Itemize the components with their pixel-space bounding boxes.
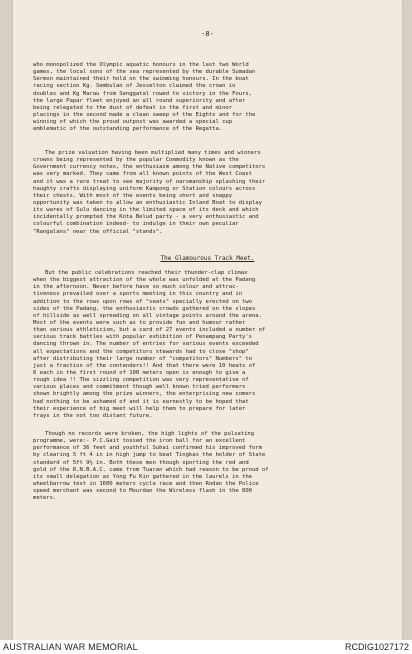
text-line: winning of which the proud outpost was awarded a special cup <box>33 119 233 126</box>
text-line: incidentally prompted the Kota Belud party - a very enthusiastic and <box>33 214 259 221</box>
text-line: their experience of big meet will help them to prepare for later <box>33 405 246 412</box>
text-line: the large Papar fleet enjoyed an all round superiority and after <box>33 97 246 104</box>
text-line: shown brightly among the prize winners, the enterprising new comers <box>33 391 256 398</box>
text-line: emblematic of the outstanding performance of the Regatta. <box>33 126 223 133</box>
text-line: placings in the second made a clean sweep of the Eights and for the <box>33 111 256 118</box>
text-line: had nothing to be ashamed of and it is earnestly to be hoped that <box>33 398 249 405</box>
text-line: than serious athleticism, but a card of 27 events included a number of <box>33 327 266 334</box>
text-line: speed merchant was second to Mourdan the Wireless flash in the 800 <box>33 488 252 495</box>
text-line: dancing thrown in. The number of entries for various events exceeded <box>33 341 259 348</box>
text-line: wheelbarrow test in 1600 meters cycle race and then Rodan the Police <box>33 480 259 487</box>
text-line: all expectations and the competitors stewards had to close "shop" <box>33 348 249 355</box>
text-line: crowns being represented by the popular Commodity known as the <box>33 157 239 164</box>
text-line: But the public celebrations reached their thunder-clap climax <box>45 270 248 276</box>
text-line: when the biggest attraction of the whole was unfolded at the Padang <box>33 277 256 284</box>
text-line: Government currency notes, the enthusiasm among the Native competitors <box>33 164 266 171</box>
text-line: its wares of Sulu dancing in the limited space of its deck and which <box>33 207 259 214</box>
archive-name: AUSTRALIAN WAR MEMORIAL <box>3 642 138 652</box>
text-line: frays in the not too distant future. <box>33 412 153 419</box>
text-line: colourful combination indeed- to indulge in their own peculiar <box>33 221 239 228</box>
text-line: haughty crafts displaying uniform Kampong or Station colours across <box>33 185 256 192</box>
text-line: who monopolized the Olympic aquatic honours in the last two World <box>33 62 249 68</box>
text-line: meters. <box>33 495 57 502</box>
text-line: after distributing their large number of "competitors" Numbers" to <box>33 355 252 362</box>
text-line: various places and commitment though well known tried performers <box>33 384 246 391</box>
text-line: rough idea !! The sizzling competition was very representative of <box>33 377 249 384</box>
text-line: serious track battles with popular exhibition of Penampang Party's <box>33 334 252 341</box>
text-line: opportunity was taken to allow an enthusiastic Inland Boat to display <box>33 199 262 206</box>
text-line: "Rangalans" near the official "stands". <box>33 228 163 235</box>
document-page <box>13 0 402 640</box>
section-heading: The Glamourous Track Meet. <box>160 255 255 262</box>
text-line: 6 each in the first round of 100 meters open is enough to give a <box>33 369 246 376</box>
paragraph-highlights <box>33 431 393 502</box>
text-line: was very marked. They came from all known points of the West Coast <box>33 171 252 178</box>
text-line: performance of 36 feet and youthful Suhai confirmed his improved form <box>33 445 262 452</box>
text-line: sides of the Padang, the enthusiastic crowds gathered on the slopes <box>33 305 256 312</box>
text-line: games, the local sons of the sea represented by the durable Sumadan <box>33 69 256 76</box>
text-line: The prize valuation having been multiplied many times and winners <box>45 150 261 156</box>
text-line: gold of the R.N.B.A.C. came from Tuaran which had reason to be proud of <box>33 466 269 473</box>
text-line: by clearing 5 ft 4 in in high jump to beat Tingkas the holder of State <box>33 452 266 459</box>
text-line: being relegated to the dust of defeat in the first and minor <box>33 104 233 111</box>
record-id: RCDIG1027172 <box>344 642 409 652</box>
text-line: their chests. With most of the events being short and snappy <box>33 192 233 199</box>
text-line: just a fraction of the contenders!! And that there were 10 heats of <box>33 362 256 369</box>
text-line: its small delegation as Yong Fu Kin gathered in the laurels in the <box>33 473 252 480</box>
text-line: doubles and Kg Marau from Senggatal rowed to victory in the Fours, <box>33 90 252 97</box>
paragraph-prizes <box>33 150 393 236</box>
text-line: programme, were:- P.C.Gait tossed the iron ball for an excellent <box>33 438 246 445</box>
text-line: Most of the events were such as to provide fun and humour rather <box>33 319 246 326</box>
page-number: -8- <box>201 30 214 38</box>
paragraph-track-meet <box>33 270 393 420</box>
text-line: of hillside as well spreading on all vintage points around the arena. <box>33 312 262 319</box>
text-line: Sermon maintained their hold on the swimming honours. In the boat <box>33 76 249 83</box>
text-line: Though no records were broken, the high lights of the pulsating <box>45 431 255 437</box>
archive-footer <box>0 640 412 654</box>
text-line: and it was a rare treat to see majority of oarsmanship splashing their <box>33 178 266 185</box>
paragraph-regatta <box>33 62 393 133</box>
text-line: racing section Kg. Sembulan of Jesselton claimed the crown in <box>33 83 236 90</box>
text-line: in the afternoon. Never before have so much colour and attrac- <box>33 284 239 291</box>
text-line: standard of 5ft 9½ in. Both these men though sporting the red and <box>33 459 249 466</box>
text-line: tiveness prevailed over a sports meeting in this country and in <box>33 291 243 298</box>
text-line: addition to the rows upon rows of "seats" specially erected on two <box>33 298 252 305</box>
